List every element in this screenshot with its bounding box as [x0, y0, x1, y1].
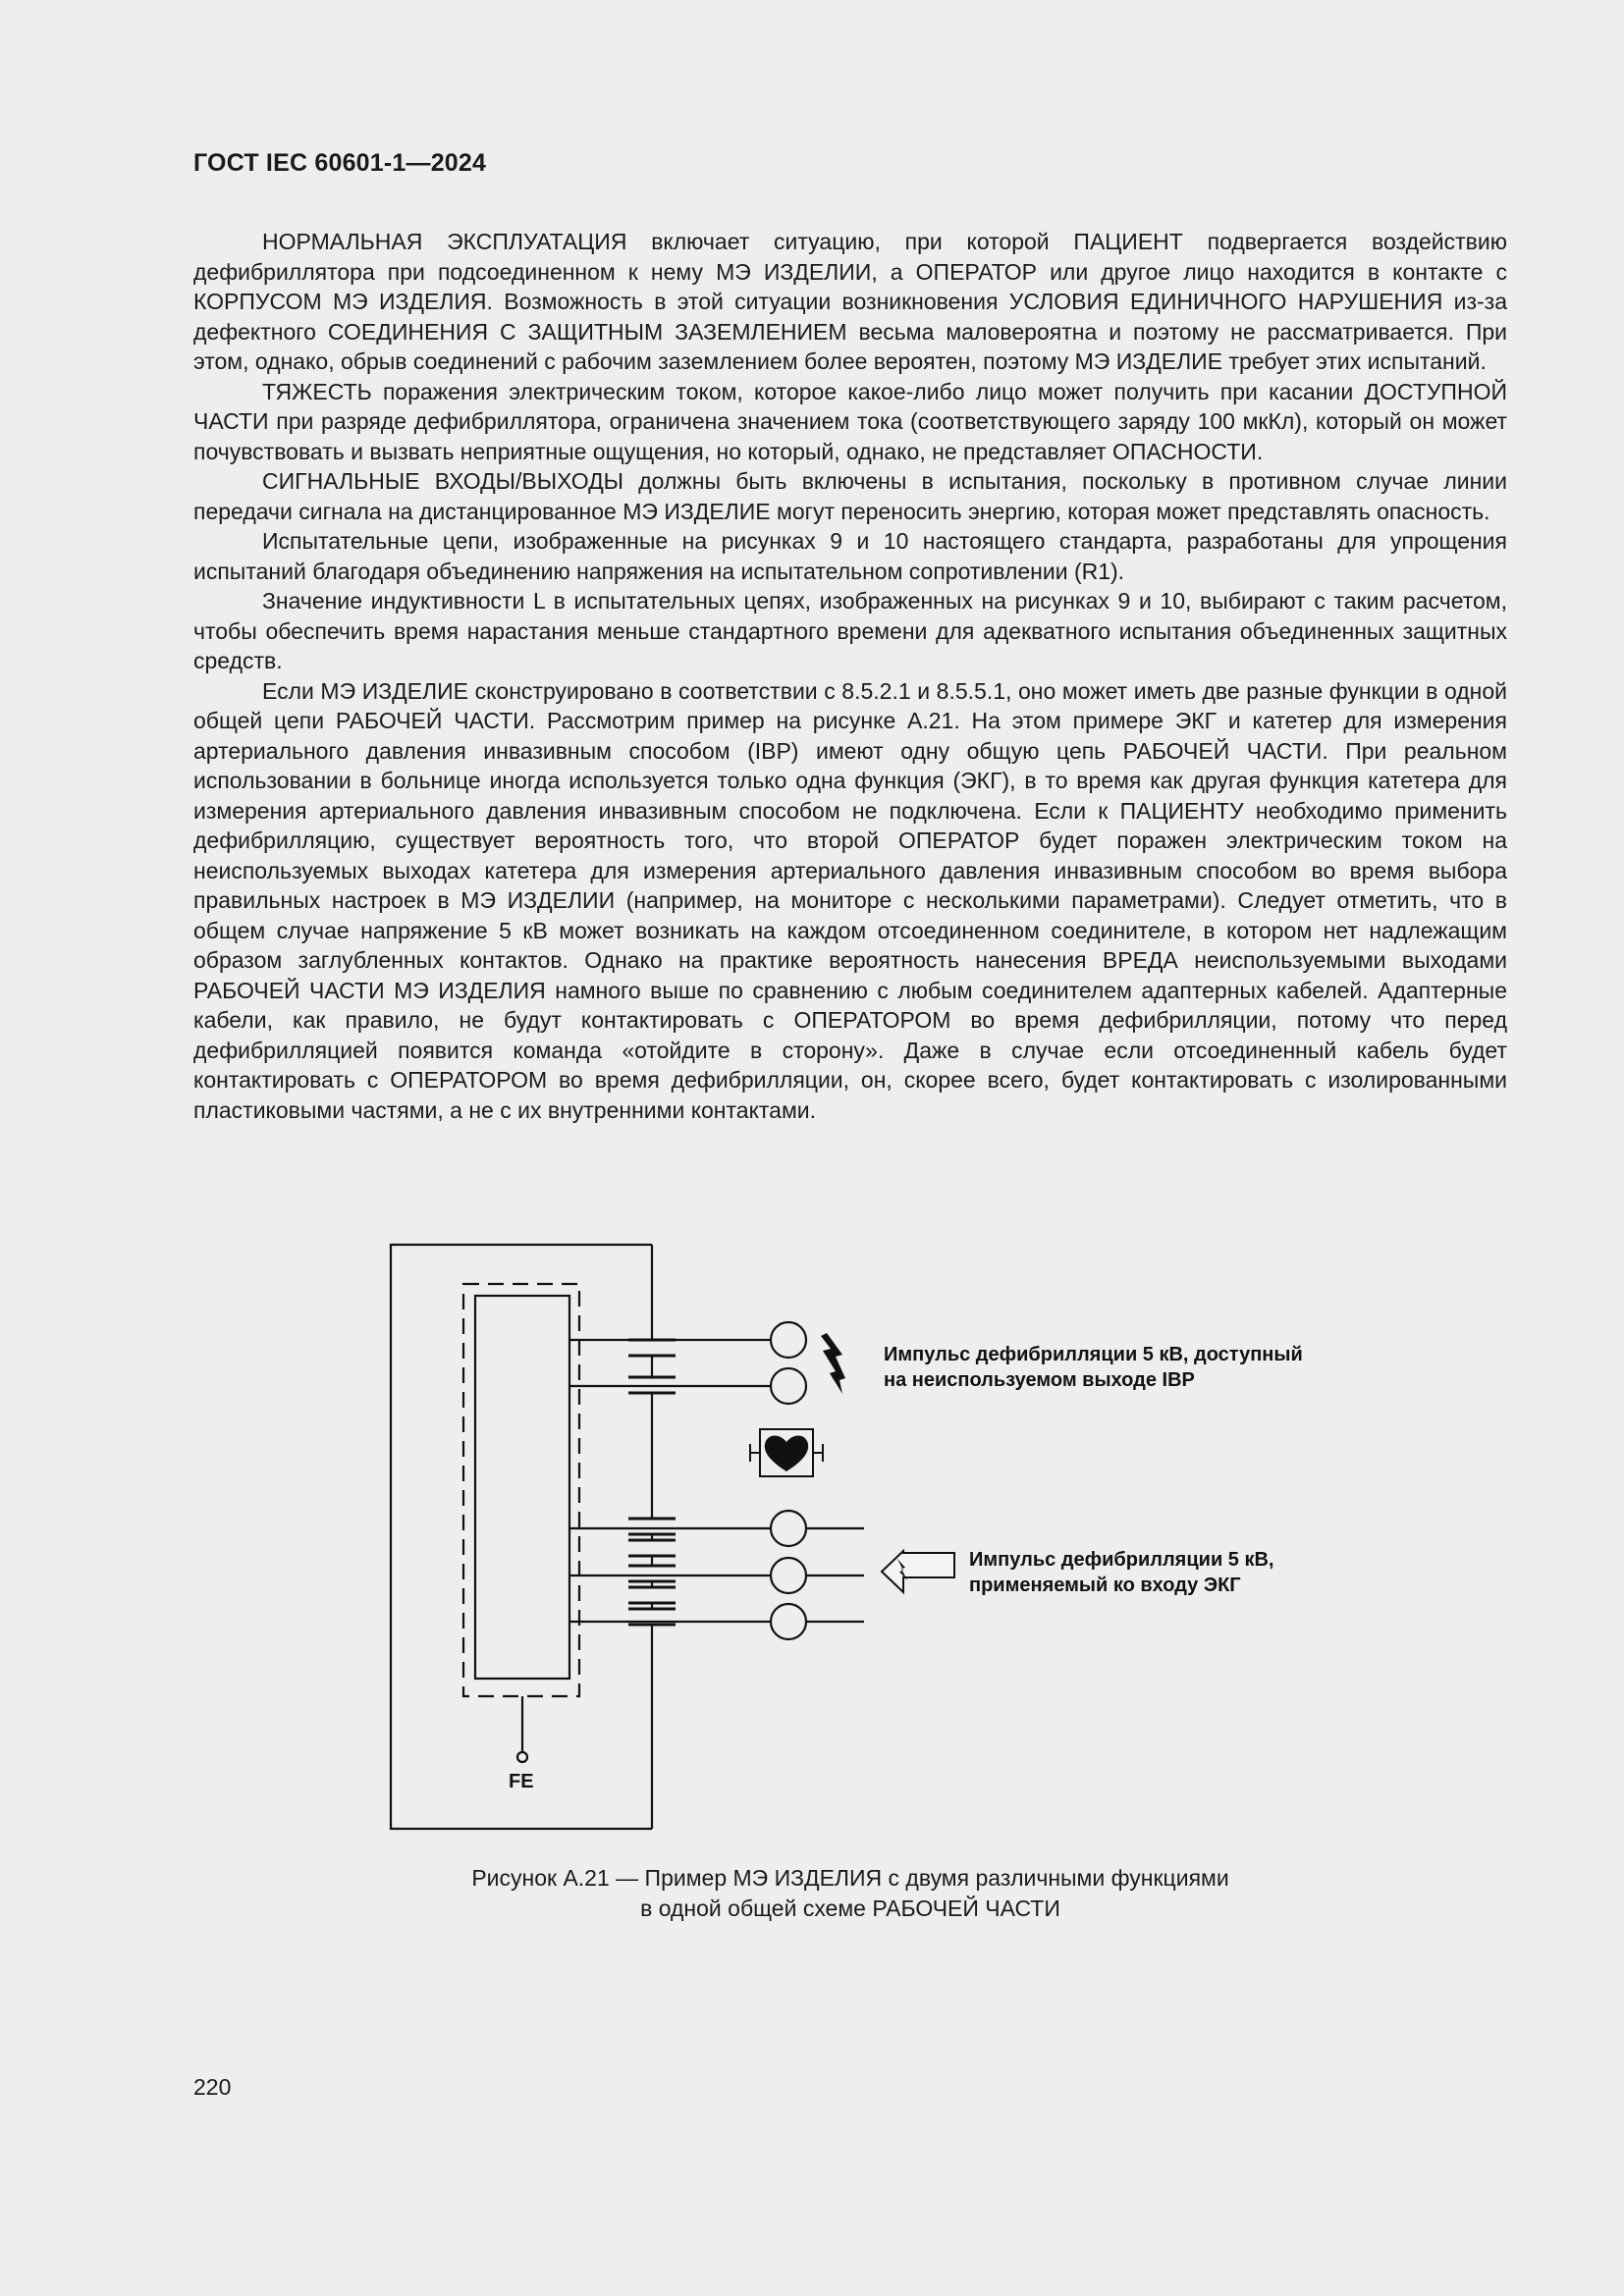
isolation-boundary [463, 1284, 579, 1696]
ibp-label-line2: на неиспользуемом выходе IBP [884, 1369, 1195, 1391]
ecg-impulse-arrow [882, 1551, 954, 1592]
circuit-diagram [383, 1235, 1326, 1843]
paragraph: СИГНАЛЬНЫЕ ВХОДЫ/ВЫХОДЫ должны быть включены в испытания, поскольку в противном случае линии передачи сигнала на дистанцированное МЭ ИЗДЕЛИЕ могут переносить энергию, которая может представлять опасность. [193, 468, 1507, 524]
paragraph: Значение индуктивности L в испытательных цепях, изображенных на рисунках 9 и 10, выбирают с таким расчетом, чтобы обеспечить время нарастания меньше стандартного времени для адекватного испытания объединенных защитных средств. [193, 588, 1507, 673]
body-text [193, 227, 1507, 1125]
lightning-bolt-icon [821, 1333, 845, 1394]
figure-caption [193, 1863, 1507, 1923]
ecg-label-line2: применяемый ко входу ЭКГ [969, 1575, 1241, 1596]
fe-label: FE [509, 1771, 534, 1792]
heart-patient-icon [750, 1429, 823, 1476]
paragraph: ТЯЖЕСТЬ поражения электрическим током, которое какое-либо лицо может получить при касании ДОСТУПНОЙ ЧАСТИ при разряде дефибриллятора, ограничена значением тока (соответствующего заряду 100 мкКл), который он может почувствовать и вызвать неприятные ощущения, но который, однако, не представляет ОПАСНОСТИ. [193, 378, 1507, 464]
ecg-connector-1 [771, 1511, 806, 1546]
paragraph: Если МЭ ИЗДЕЛИЕ сконструировано в соответствии с 8.5.2.1 и 8.5.5.1, оно может иметь две разные функции в одной общей цепи РАБОЧЕЙ ЧАСТИ. Рассмотрим пример на рисунке А.21. На этом примере ЭКГ и катетер для измерения артериального давления инвазивным способом (IBP) имеют одну общую цепь РАБОЧЕЙ ЧАСТИ. При реальном использовании в больнице иногда используется только одна функция (ЭКГ), в то время как другая функция катетера для измерения артериального давления инвазивным способом не подключена. Если к ПАЦИЕНТУ необходимо применить дефибрилляцию, существует вероятность того, что второй ОПЕРАТОР будет поражен электрическим током на неиспользуемых выходах катетера для измерения артериального давления инвазивным способом во время выбора правильных настроек в МЭ ИЗДЕЛИИ (например, на мониторе с несколькими параметрами). Следует отметить, что в общем случае напряжение 5 кВ может возникать на каждом отсоединенном соединителе, в котором нет надлежащим образом заглубленных контактов. Однако на практике вероятность нанесения ВРЕДА неиспользуемыми выходами РАБОЧЕЙ ЧАСТИ МЭ ИЗДЕЛИЯ намного выше по сравнению с любым соединителем адаптерных кабелей. Адаптерные кабели, как правило, не будут контактировать с ОПЕРАТОРОМ во время дефибрилляции, потому что перед дефибрилляцией появится команда «отойдите в сторону». Даже в случае если отсоединенный кабель будет контактировать с ОПЕРАТОРОМ во время дефибрилляции, он, скорее всего, будет контактировать с изолированными пластиковыми частями, а не с их внутренними контактами. [193, 677, 1507, 1123]
ibp-label-line1: Импульс дефибрилляции 5 кВ, доступный [884, 1344, 1303, 1365]
ecg-label-line1: Импульс дефибрилляции 5 кВ, [969, 1549, 1274, 1571]
ecg-connector-2 [771, 1558, 806, 1593]
document-header: ГОСТ IEC 60601-1—2024 [193, 149, 487, 177]
caption-line-1: Рисунок А.21 — Пример МЭ ИЗДЕЛИЯ с двумя различными функциями [471, 1865, 1229, 1891]
applied-part-block [475, 1296, 569, 1679]
ecg-connector-3 [771, 1604, 806, 1639]
caption-line-2: в одной общей схеме РАБОЧЕЙ ЧАСТИ [640, 1895, 1060, 1921]
paragraph: Испытательные цепи, изображенные на рисунках 9 и 10 настоящего стандарта, разработаны для упрощения испытаний благодаря объединению напряжения на испытательном сопротивлении (R1). [193, 528, 1507, 584]
paragraph: НОРМАЛЬНАЯ ЭКСПЛУАТАЦИЯ включает ситуацию, при которой ПАЦИЕНТ подвергается воздействию дефибриллятора при подсоединенном к нему МЭ ИЗДЕЛИИ, а ОПЕРАТОР или другое лицо находится в контакте с КОРПУСОМ МЭ ИЗДЕЛИЯ. Возможность в этой ситуации возникновения УСЛОВИЯ ЕДИНИЧНОГО НАРУШЕНИЯ из-за дефектного СОЕДИНЕНИЯ С ЗАЩИТНЫМ ЗАЗЕМЛЕНИЕМ весьма маловероятна и поэтому не рассматривается. При этом, однако, обрыв соединений с рабочим заземлением более вероятен, поэтому МЭ ИЗДЕЛИЕ требует этих испытаний. [193, 229, 1507, 374]
page-number: 220 [193, 2074, 232, 2100]
fe-terminal [517, 1752, 527, 1762]
ibp-connector-1 [771, 1322, 806, 1358]
ibp-connector-2 [771, 1368, 806, 1404]
figure-a21 [383, 1235, 1326, 1843]
